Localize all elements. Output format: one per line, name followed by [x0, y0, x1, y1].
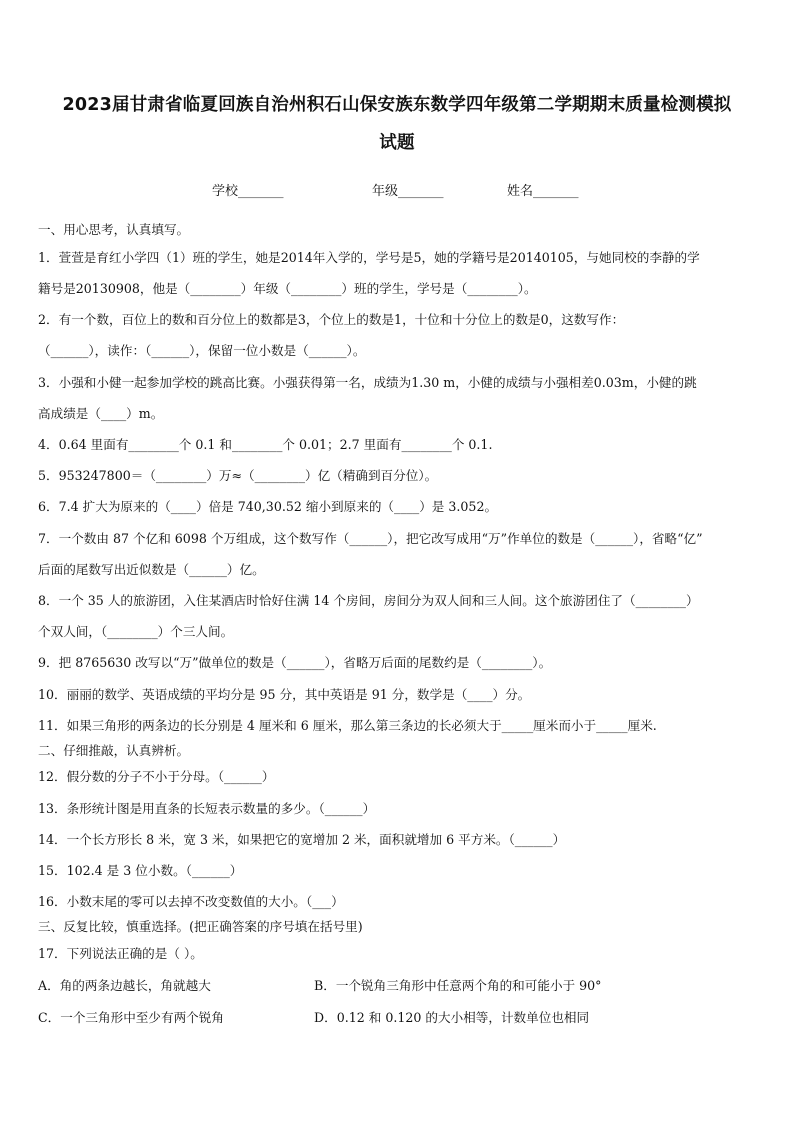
- section-1-heading: 一、用心思考，认真填写。: [38, 222, 190, 237]
- section-3-heading: 三、反复比较，慎重选择。(把正确答案的序号填在括号里): [38, 919, 363, 934]
- question-1-line-2: 籍号是20130908，他是（________）年级（________）班的学生，学号是（________）。: [38, 281, 537, 296]
- title-line-1: 2023届甘肃省临夏回族自治州积石山保安族东数学四年级第二学期期末质量检测模拟: [62, 95, 732, 115]
- question-2-line-1: 2．有一个数，百位上的数和百分位上的数都是3，个位上的数是1，十位和十分位上的数是0，这数写作：: [38, 312, 625, 327]
- question-8-line-1: 8．一个 35 人的旅游团，入住某酒店时恰好住满 14 个房间，房间分为双人间和三人间。这个旅游团住了（________）: [38, 593, 699, 608]
- option-c: C．一个三角形中至少有两个锐角: [38, 1010, 224, 1025]
- question-14: 14．一个长方形长 8 米，宽 3 米，如果把它的宽增加 2 米，面积就增加 6 平方米。（______）: [38, 832, 566, 847]
- question-3-line-2: 高成绩是（____）m。: [38, 406, 164, 421]
- question-13: 13．条形统计图是用直条的长短表示数量的多少。（______）: [38, 801, 376, 816]
- question-17: 17．下列说法正确的是（ ）。: [38, 946, 203, 961]
- question-12: 12．假分数的分子不小于分母。（______）: [38, 769, 275, 784]
- question-7-line-1: 7．一个数由 87 个亿和 6098 个万组成，这个数写作（______），把它改写成用“万”作单位的数是（______），省略“亿”: [38, 531, 703, 546]
- question-15: 15．102.4 是 3 位小数。（______）: [38, 863, 243, 878]
- title-line-2: 试题: [379, 133, 415, 153]
- question-3-line-1: 3．小强和小健一起参加学校的跳高比赛。小强获得第一名，成绩为1.30 m，小健的成绩与小强相差0.03m，小健的跳: [38, 375, 697, 390]
- question-8-line-2: 个双人间，（________）个三人间。: [38, 624, 234, 639]
- question-4: 4．0.64 里面有________个 0.1 和________个 0.01；2.7 里面有________个 0.1.: [38, 437, 493, 452]
- question-9: 9．把 8765630 改写以“万”做单位的数是（______），省略万后面的尾数约是（________）。: [38, 655, 552, 670]
- question-10: 10．丽丽的数学、英语成绩的平均分是 95 分，其中英语是 91 分，数学是（____）分。: [38, 687, 531, 702]
- option-a: A．角的两条边越长，角就越大: [38, 978, 211, 993]
- exam-title: [30, 86, 764, 162]
- question-11: 11．如果三角形的两条边的长分别是 4 厘米和 6 厘米，那么第三条边的长必须大于_____厘米而小于_____厘米.: [38, 718, 657, 733]
- question-1-line-1: 1．萱萱是育红小学四（1）班的学生，她是2014年入学的，学号是5，她的学籍号是20140105，与她同校的李静的学: [38, 250, 700, 265]
- question-6: 6．7.4 扩大为原来的（____）倍是 740,30.52 缩小到原来的（____）是 3.052。: [38, 499, 498, 514]
- question-2-line-2: （______），读作：（______），保留一位小数是（______）。: [38, 343, 366, 358]
- section-2-heading: 二、仔细推敲，认真辨析。: [38, 743, 190, 758]
- option-d: D．0.12 和 0.120 的大小相等，计数单位也相同: [314, 1010, 590, 1025]
- question-5: 5．953247800＝（________）万≈（________）亿（精确到百分位）。: [38, 468, 438, 483]
- option-b: B．一个锐角三角形中任意两个角的和可能小于 90°: [314, 978, 602, 993]
- question-7-line-2: 后面的尾数写出近似数是（______）亿。: [38, 562, 265, 577]
- school-field: 学校_______: [212, 184, 284, 199]
- question-16: 16．小数末尾的零可以去掉不改变数值的大小。（___）: [38, 894, 344, 909]
- grade-field: 年级_______: [372, 184, 444, 199]
- name-field: 姓名_______: [507, 184, 579, 199]
